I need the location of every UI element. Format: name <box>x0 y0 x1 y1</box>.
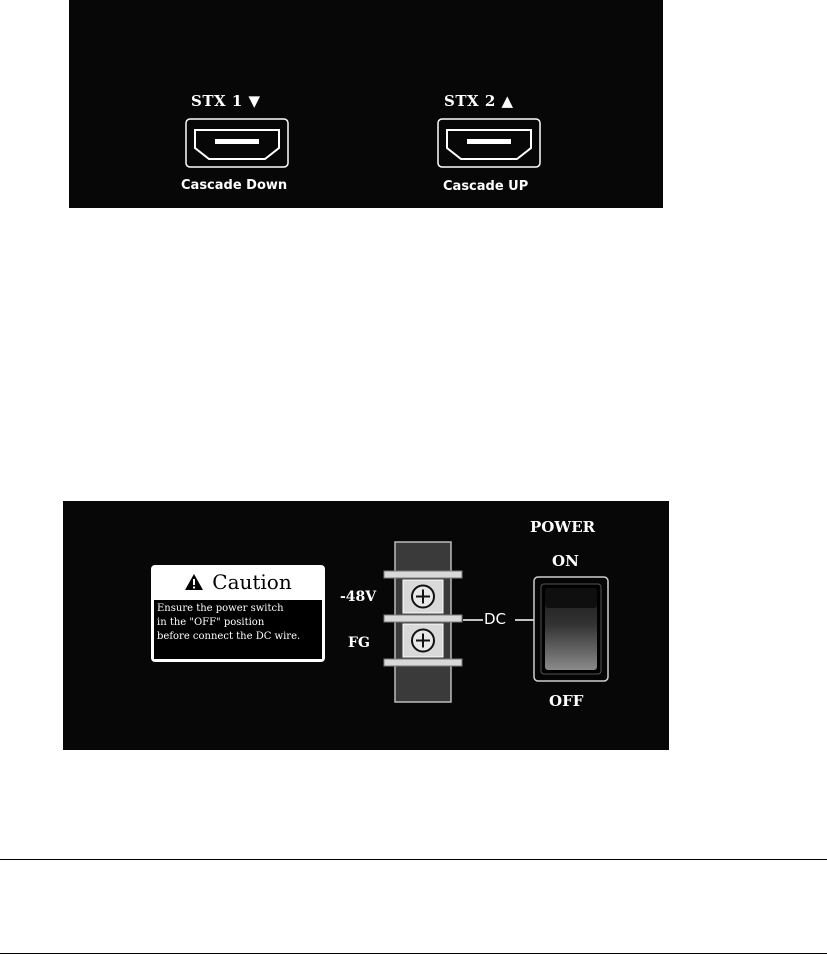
minus48v-label: -48V <box>340 589 377 605</box>
caution-line: before connect the DC wire. <box>157 631 301 642</box>
caution-header <box>151 565 325 599</box>
stx1-hdmi-port[interactable] <box>185 118 289 168</box>
stacking-port-panel <box>69 0 663 208</box>
power-off-label: OFF <box>549 692 584 710</box>
stx2-caption: Cascade UP <box>443 179 529 194</box>
stx1-caption: Cascade Down <box>181 178 288 193</box>
power-rocker-switch[interactable] <box>533 576 609 682</box>
warning-icon <box>184 573 204 591</box>
stx1-title: STX 1 ▼ <box>191 92 261 110</box>
caution-text <box>154 600 322 659</box>
caution-line: in the "OFF" position <box>157 617 265 628</box>
power-on-label: ON <box>552 552 579 570</box>
caution-title: Caution <box>212 570 292 594</box>
dc-terminal-block[interactable] <box>383 541 463 703</box>
fg-label: FG <box>348 635 370 651</box>
power-label: POWER <box>530 518 596 536</box>
stx2-hdmi-port[interactable] <box>437 118 541 168</box>
caution-label <box>151 565 325 662</box>
footer-divider-top <box>0 859 827 860</box>
power-panel <box>63 501 669 750</box>
stx2-title: STX 2 ▲ <box>444 92 514 110</box>
dc-label: DC <box>484 610 507 628</box>
caution-line: Ensure the power switch <box>157 603 284 614</box>
